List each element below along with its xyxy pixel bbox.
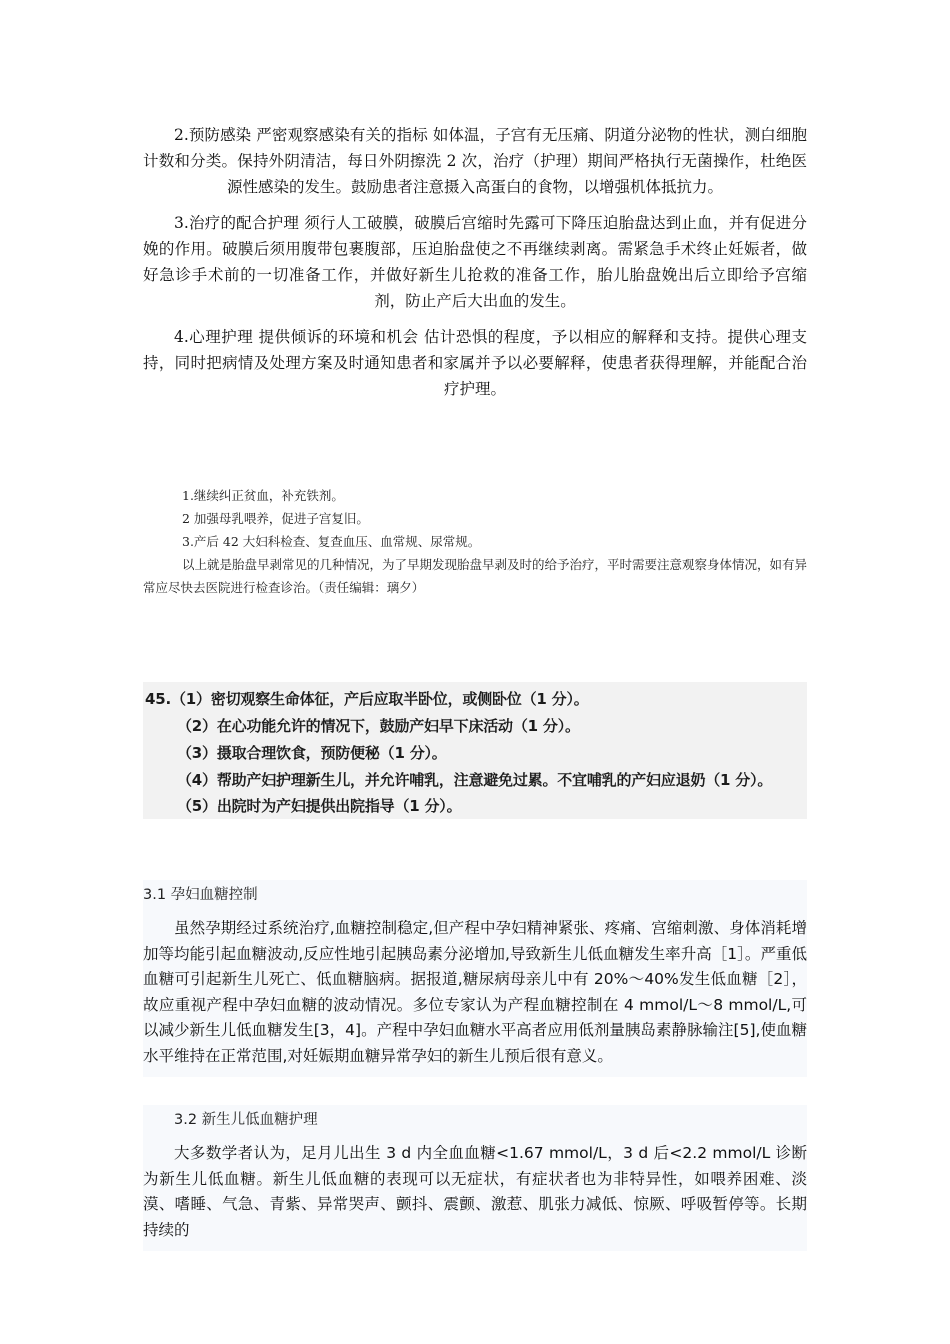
paragraph-treatment-cooperation: 3.治疗的配合护理 须行人工破膜，破膜后宫缩时先露可下降压迫胎盘达到止血，并有促进分娩的作用。破膜后须用腹带包裹腹部，压迫胎盘使之不再继续剥离。需紧急手术终止妊娠者，做好急诊手术前的一切准备工作，并做好新生儿抢救的准备工作，胎儿胎盘娩出后立即给予宫缩剂，防止产后大出血的发生。 xyxy=(143,214,807,310)
neonatal-hypoglycemia-section xyxy=(143,1105,807,1251)
nursing-measures-section xyxy=(143,122,807,412)
answer-line: （2）在心功能允许的情况下，鼓励产妇早下床活动（1 分）。 xyxy=(177,717,580,735)
answer-line: 45.（1）密切观察生命体征，产后应取半卧位，或侧卧位（1 分）。 xyxy=(145,690,589,708)
section-paragraph: 虽然孕期经过系统治疗,血糖控制稳定,但产程中孕妇精神紧张、疼痛、宫缩刺激、身体消耗增加等均能引起血糖波动,反应性地引起胰岛素分泌增加,导致新生儿低血糖发生率升高［1］。严重低血糖可引起新生儿死亡、低血糖脑病。据报道,糖尿病母亲儿中有 20%～40%发生低血糖［2］，故应重视产程中孕妇血糖的波动情况。多位专家认为产程血糖控制在 4 mmol/L～8 mmol/L,可以减少新生儿低血糖发生[3，4]。产程中孕妇血糖水平高者应用低剂量胰岛素静脉输注[5],使血糖水平维持在正常范围,对妊娠期血糖异常孕妇的新生儿预后很有意义。 xyxy=(143,919,807,1065)
paragraph-infection-prevention: 2.预防感染 严密观察感染有关的指标 如体温，子宫有无压痛、阴道分泌物的性状，测白细胞计数和分类。保持外阴清洁，每日外阴擦洗 2 次，治疗（护理）期间严格执行无菌操作，杜绝医源性感染的发生。鼓励患者注意摄入高蛋白的食物，以增强机体抵抗力。 xyxy=(143,126,807,196)
scanned-answer-image xyxy=(143,682,807,819)
maternal-glucose-section xyxy=(143,880,807,1077)
list-item: 1.继续纠正贫血，补充铁剂。 xyxy=(182,488,344,503)
section-heading: 3.1 孕妇血糖控制 xyxy=(143,887,258,903)
postpartum-care-section xyxy=(143,484,807,599)
answer-line: （5）出院时为产妇提供出院指导（1 分）。 xyxy=(177,797,462,815)
list-item: 2 加强母乳喂养，促进子宫复旧。 xyxy=(182,511,369,526)
section-paragraph: 大多数学者认为，足月儿出生 3 d 内全血血糖<1.67 mmol/L，3 d 后<2.2 mmol/L 诊断为新生儿低血糖。新生儿低血糖的表现可以无症状，有症状者也为非特异性，如喂养困难、淡漠、嗜睡、气急、青紫、异常哭声、颤抖、震颤、激惹、肌张力减低、惊厥、呼吸暂停等。长期持续的 xyxy=(143,1144,807,1239)
section-heading: 3.2 新生儿低血糖护理 xyxy=(174,1112,318,1128)
answer-line: （3）摄取合理饮食，预防便秘（1 分）。 xyxy=(177,744,447,762)
paragraph-psychological-care: 4.心理护理 提供倾诉的环境和机会 估计恐惧的程度，予以相应的解释和支持。提供心理支持，同时把病情及处理方案及时通知患者和家属并予以必要解释，使患者获得理解，并能配合治疗护理。 xyxy=(143,328,807,398)
answer-line: （4）帮助产妇护理新生儿，并允许哺乳，注意避免过累。不宜哺乳的产妇应退奶（1 分）。 xyxy=(177,771,773,789)
list-item: 3.产后 42 大妇科检查、复查血压、血常规、尿常规。 xyxy=(182,534,481,549)
summary-paragraph: 以上就是胎盘早剥常见的几种情况，为了早期发现胎盘早剥及时的给予治疗，平时需要注意观察身体情况，如有异常应尽快去医院进行检查诊治。（责任编辑：璃夕） xyxy=(143,557,808,595)
